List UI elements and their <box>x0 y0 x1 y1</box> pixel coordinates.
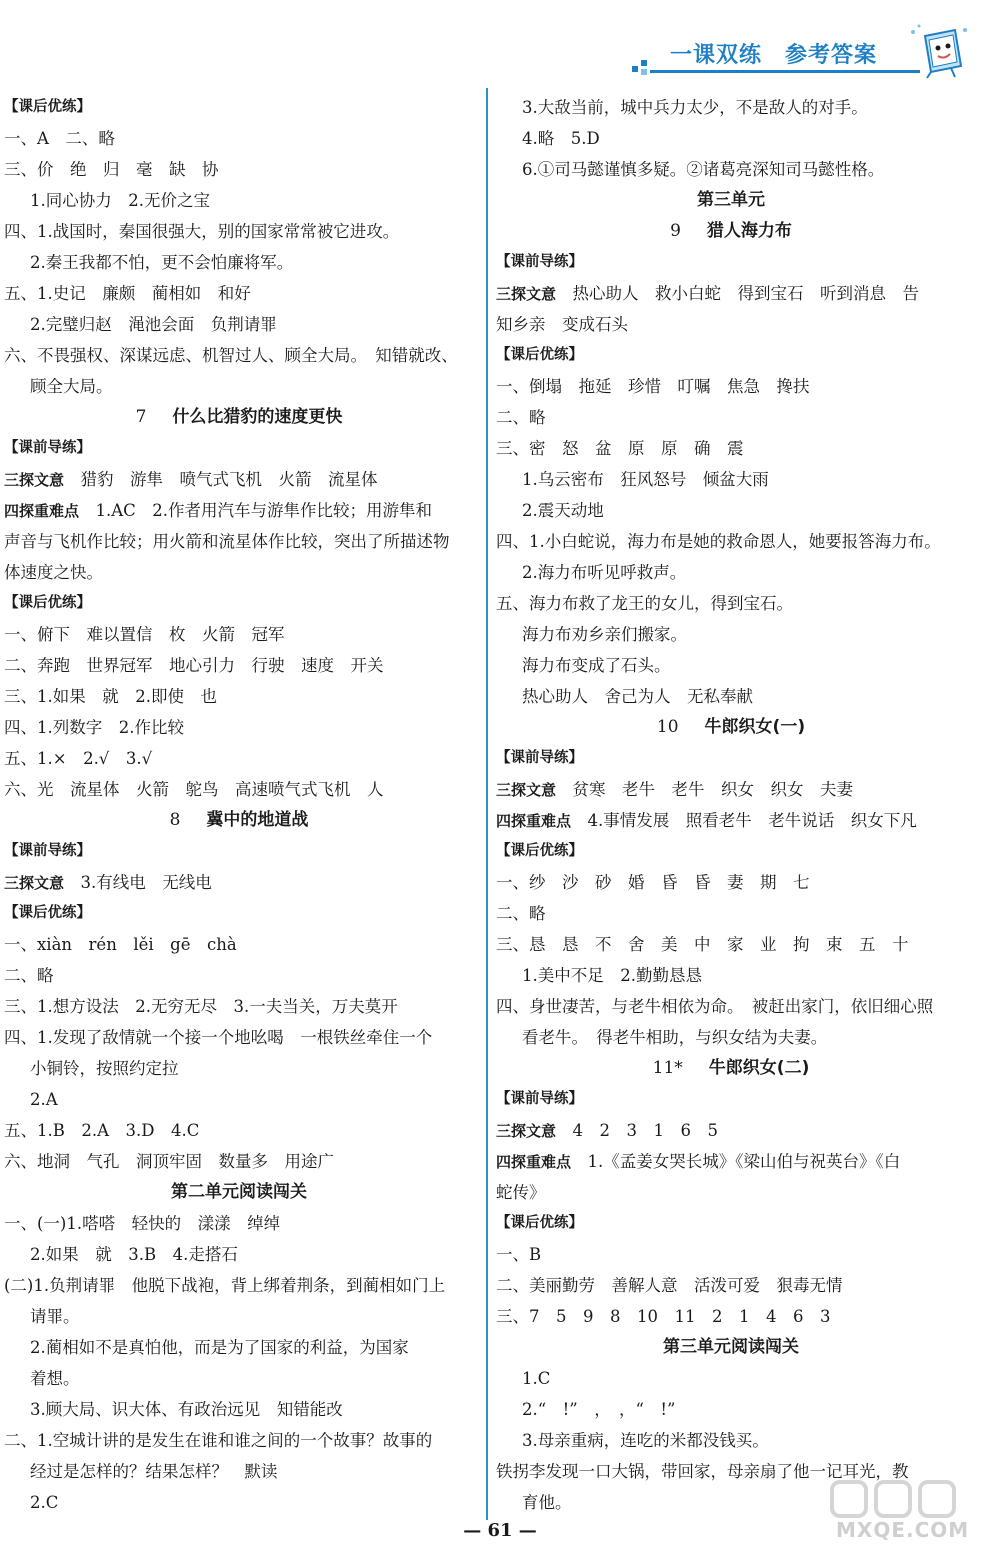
answer-label: 四探重难点 <box>496 1153 572 1171</box>
watermark-logo-icon <box>796 1478 986 1522</box>
answer-line: 三、密 怒 盆 原 原 确 震 <box>496 439 744 458</box>
answer-line: 三、1.如果 就 2.即使 也 <box>4 687 217 706</box>
answer-line: 四、1.小白蛇说，海力布是她的救命恩人，她要报答海力布。 <box>496 532 941 551</box>
answer-line: 六、不畏强权、深谋远虑、机智过人、顾全大局。 知错就改、 <box>4 346 458 365</box>
answer-line: 3.顾大局、识大体、有政治远见 知错能改 <box>30 1400 343 1419</box>
answer-line: 四、身世凄苦，与老牛相依为命。 被赶出家门，依旧细心照 <box>496 997 934 1016</box>
answer-line: 1.同心协力 2.无价之宝 <box>30 191 210 210</box>
answer-line: 2.完璧归赵 渑池会面 负荆请罪 <box>30 315 277 334</box>
answer-line: 二、略 <box>496 408 546 427</box>
exercise-tag: 【课前导练】 <box>496 750 583 766</box>
section-heading <box>4 402 474 433</box>
answer-line: 知乡亲 变成石头 <box>496 315 628 334</box>
exercise-tag: 【课后优练】 <box>496 843 583 859</box>
answer-line: 四、1.战国时，秦国很强大，别的国家常常被它进攻。 <box>4 222 400 241</box>
answer-line <box>4 867 474 898</box>
exercise-tag: 【课后优练】 <box>4 595 91 611</box>
answer-line <box>496 1115 966 1146</box>
exercise-tag: 【课后优练】 <box>4 99 91 115</box>
exercise-tag: 【课后优练】 <box>496 347 583 363</box>
section-heading <box>4 805 474 836</box>
answer-text: 1.AC 2.作者用汽车与游隼作比较；用游隼和 <box>79 501 433 520</box>
book-mascot-icon <box>905 22 973 82</box>
section-heading <box>496 1332 966 1363</box>
answer-line <box>4 495 474 526</box>
answer-line: 经过是怎样的？结果怎样？ 默读 <box>30 1462 278 1481</box>
answer-line: 小铜铃，按照约定拉 <box>30 1059 179 1078</box>
section-heading <box>4 1177 474 1208</box>
answer-line: 二、略 <box>496 904 546 923</box>
right-column <box>496 92 966 1518</box>
exercise-tag: 【课后优练】 <box>4 905 91 921</box>
answer-line: 五、海力布救了龙王的女儿，得到宝石。 <box>496 594 793 613</box>
lesson-number: 8 <box>169 810 181 830</box>
answer-label: 四探重难点 <box>496 812 572 830</box>
section-title: 冀中的地道战 <box>206 810 309 830</box>
exercise-tag: 【课前导练】 <box>496 254 583 270</box>
answer-line: 2.震天动地 <box>522 501 604 520</box>
answer-line: 4.略 5.D <box>522 129 600 148</box>
answer-line: 2.秦王我都不怕，更不会怕廉将军。 <box>30 253 294 272</box>
answer-line: 体速度之快。 <box>4 563 103 582</box>
answer-line: 2.“ !” ， ，“ !” <box>522 1400 676 1419</box>
answer-line: 请罪。 <box>30 1307 80 1326</box>
answer-line: 海力布劝乡亲们搬家。 <box>522 625 687 644</box>
header-title: 一课双练 参考答案 <box>670 43 878 68</box>
header-underline <box>650 70 920 73</box>
answer-line: 一、(一)1.嗒嗒 轻快的 漾漾 绰绰 <box>4 1214 281 1233</box>
answer-line: 着想。 <box>30 1369 80 1388</box>
answer-line: 二、奔跑 世界冠军 地心引力 行驶 速度 开关 <box>4 656 384 675</box>
answer-line: 2.海力布听见呼救声。 <box>522 563 687 582</box>
section-title: 牛郎织女(一) <box>704 717 806 737</box>
exercise-tag: 【课前导练】 <box>4 843 91 859</box>
section-title: 第三单元 <box>697 190 765 210</box>
exercise-tag: 【课后优练】 <box>496 1215 583 1231</box>
answer-line: 蛇传》 <box>496 1183 546 1202</box>
answer-line: 2.蔺相如不是真怕他，而是为了国家的利益，为国家 <box>30 1338 409 1357</box>
answer-line: 五、1.× 2.√ 3.√ <box>4 749 153 768</box>
answer-line: (二)1.负荆请罪 他脱下战袍，背上绑着荆条，到蔺相如门上 <box>4 1276 446 1295</box>
answer-label: 三探文意 <box>4 471 65 489</box>
answer-line: 六、地洞 气孔 洞顶牢固 数量多 用途广 <box>4 1152 334 1171</box>
answer-line: 一、B <box>496 1245 542 1264</box>
section-heading <box>496 712 966 743</box>
answer-line: 二、美丽勤劳 善解人意 活泼可爱 狠毒无情 <box>496 1276 843 1295</box>
section-heading <box>496 185 966 216</box>
left-column <box>4 92 474 1518</box>
answer-line: 三、1.想方设法 2.无穷无尽 3.一夫当关，万夫莫开 <box>4 997 398 1016</box>
answer-text: 猎豹 游隼 喷气式飞机 火箭 流星体 <box>64 470 378 489</box>
answer-text: 4.事情发展 照看老牛 老牛说话 织女下凡 <box>571 811 917 830</box>
answer-line: 顾全大局。 <box>30 377 113 396</box>
answer-line: 1.C <box>522 1369 551 1388</box>
answer-label: 三探文意 <box>496 781 557 799</box>
answer-line: 1.乌云密布 狂风怒号 倾盆大雨 <box>522 470 769 489</box>
answer-line: 六、光 流星体 火箭 鸵鸟 高速喷气式飞机 人 <box>4 780 384 799</box>
answer-line: 育他。 <box>522 1493 572 1512</box>
answer-line: 二、略 <box>4 966 54 985</box>
answer-line: 2.如果 就 3.B 4.走搭石 <box>30 1245 238 1264</box>
answer-line: 一、俯下 难以置信 枚 火箭 冠军 <box>4 625 285 644</box>
answer-line: 五、1.B 2.A 3.D 4.C <box>4 1121 200 1140</box>
answer-line: 热心助人 舍己为人 无私奉献 <box>522 687 753 706</box>
lesson-number: 9 <box>670 221 681 241</box>
answer-line: 四、1.发现了敌情就一个接一个地吆喝 一根铁丝牵住一个 <box>4 1028 433 1047</box>
page-header <box>620 30 990 80</box>
answer-line: 海力布变成了石头。 <box>522 656 671 675</box>
answer-text: 3.有线电 无线电 <box>64 873 212 892</box>
section-title: 猎人海力布 <box>706 221 792 241</box>
column-divider <box>486 88 488 1520</box>
answer-line <box>496 774 966 805</box>
answer-line <box>496 805 966 836</box>
section-title: 牛郎织女(二) <box>708 1058 810 1078</box>
lesson-number: 7 <box>135 407 147 427</box>
answer-line: 三、7 5 9 8 10 11 2 1 4 6 3 <box>496 1307 831 1326</box>
answer-line: 二、1.空城计讲的是发生在谁和谁之间的一个故事？故事的 <box>4 1431 433 1450</box>
section-title: 什么比猎豹的速度更快 <box>172 407 343 427</box>
answer-line: 声音与飞机作比较；用火箭和流星体作比较，突出了所描述物 <box>4 532 450 551</box>
lesson-number: 10 <box>656 717 679 737</box>
answer-line: 铁拐李发现一口大锅，带回家，母亲扇了他一记耳光，教 <box>496 1462 909 1481</box>
lesson-number: 11* <box>652 1058 683 1078</box>
answer-label: 三探文意 <box>4 874 65 892</box>
answer-line: 一、A 二、略 <box>4 129 115 148</box>
answer-line: 一、纱 沙 砂 婚 昏 昏 妻 期 七 <box>496 873 810 892</box>
answer-line: 五、1.史记 廉颇 蔺相如 和好 <box>4 284 251 303</box>
exercise-tag: 【课前导练】 <box>496 1091 583 1107</box>
answer-text: 热心助人 救小白蛇 得到宝石 听到消息 告 <box>556 284 920 303</box>
answer-label: 三探文意 <box>496 285 557 303</box>
answer-text: 贫寒 老牛 老牛 织女 织女 夫妻 <box>556 780 854 799</box>
section-heading <box>496 1053 966 1084</box>
answer-line: 6.①司马懿谨慎多疑。②诸葛亮深知司马懿性格。 <box>522 160 885 179</box>
answer-line <box>496 1146 966 1177</box>
answer-line: 2.C <box>30 1493 59 1512</box>
answer-line <box>496 278 966 309</box>
answer-label: 四探重难点 <box>4 502 80 520</box>
section-title: 第三单元阅读闯关 <box>663 1337 799 1357</box>
exercise-tag: 【课前导练】 <box>4 440 91 456</box>
watermark <box>796 1478 986 1548</box>
answer-text: 4 2 3 1 6 5 <box>556 1121 719 1140</box>
section-heading <box>496 216 966 247</box>
answer-line <box>4 464 474 495</box>
answer-line: 一、倒塌 拖延 珍惜 叮嘱 焦急 搀扶 <box>496 377 810 396</box>
answer-line: 看老牛。 得老牛相助，与织女结为夫妻。 <box>522 1028 828 1047</box>
answer-line: 1.美中不足 2.勤勤恳恳 <box>522 966 702 985</box>
answer-line: 2.A <box>30 1090 58 1109</box>
answer-line: 三、价 绝 归 毫 缺 协 <box>4 160 219 179</box>
answer-line: 一、xiàn rén lěi gē chà <box>4 935 237 954</box>
page-number: — 61 — <box>463 1520 537 1541</box>
watermark-text: MXQE.COM <box>836 1518 970 1542</box>
section-title: 第二单元阅读闯关 <box>171 1182 307 1202</box>
answer-line: 3.大敌当前，城中兵力太少，不是敌人的对手。 <box>522 98 868 117</box>
answer-line: 三、恳 恳 不 舍 美 中 家 业 拘 束 五 十 <box>496 935 909 954</box>
answer-line: 3.母亲重病，连吃的米都没钱买。 <box>522 1431 769 1450</box>
answer-line: 四、1.列数字 2.作比较 <box>4 718 184 737</box>
answer-label: 三探文意 <box>496 1122 557 1140</box>
answer-text: 1.《孟姜女哭长城》《梁山伯与祝英台》《白 <box>571 1152 901 1171</box>
